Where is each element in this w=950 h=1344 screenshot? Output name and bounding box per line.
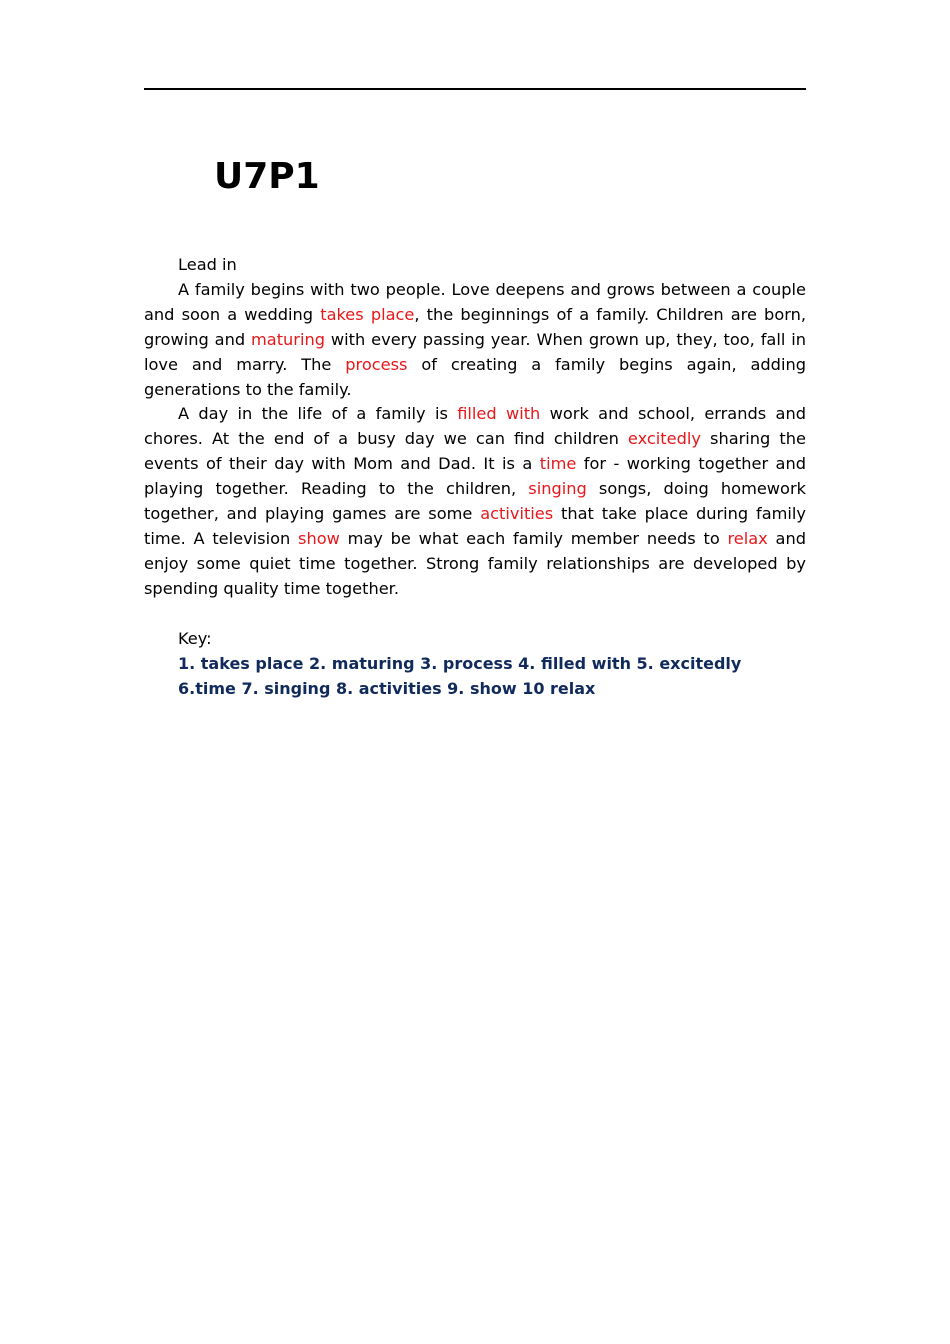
highlighted-word: time [539, 454, 577, 474]
paragraph-2 [144, 402, 806, 601]
answer-key-label: Key: [178, 629, 212, 648]
answer-key-line-1: 1. takes place 2. maturing 3. process 4. filled with 5. excitedly [178, 653, 742, 673]
text-run: work and school, errands and chores. At the end of a busy day we can find children [144, 404, 806, 449]
text-run: that take place during family time. A television [144, 504, 806, 548]
highlighted-word: process [345, 354, 408, 374]
text-run: sharing the events of their day with Mom and Dad. It is a [144, 429, 806, 474]
lead-in-label: Lead in [178, 255, 237, 274]
highlighted-word: takes place [320, 304, 415, 324]
answer-key [178, 627, 818, 702]
text-run: A family begins with two people. Love deepens and grows between a couple and soon a wedding [144, 279, 806, 324]
highlighted-word: activities [480, 504, 554, 524]
text-run: of creating a family begins again, adding generations to the family. [144, 354, 806, 399]
highlighted-word: maturing [251, 329, 325, 349]
text-run: songs, doing homework together, and playing games are some [144, 479, 806, 524]
answer-key-line-2: 6.time 7. singing 8. activities 9. show 10 relax [178, 678, 596, 698]
text-run: and enjoy some quiet time together. Strong family relationships are developed by spending quality time together. [144, 528, 806, 598]
text-run: A day in the life of a family is [178, 404, 458, 424]
text-run: for - working together and playing together. Reading to the children, [144, 454, 806, 499]
highlighted-word: singing [528, 479, 587, 499]
page-title: U7P1 [214, 156, 320, 197]
header-rule [144, 88, 806, 90]
highlighted-word: excitedly [627, 429, 701, 449]
highlighted-word: filled with [457, 404, 541, 424]
text-run: may be what each family member needs to [339, 528, 728, 548]
paragraph-1 [144, 278, 806, 403]
highlighted-word: show [298, 528, 340, 548]
highlighted-word: relax [727, 528, 768, 548]
reading-passage [144, 253, 806, 602]
text-run: , the beginnings of a family. Children are born, growing and [144, 304, 806, 349]
text-run: with every passing year. When grown up, they, too, fall in love and marry. The [144, 329, 806, 374]
